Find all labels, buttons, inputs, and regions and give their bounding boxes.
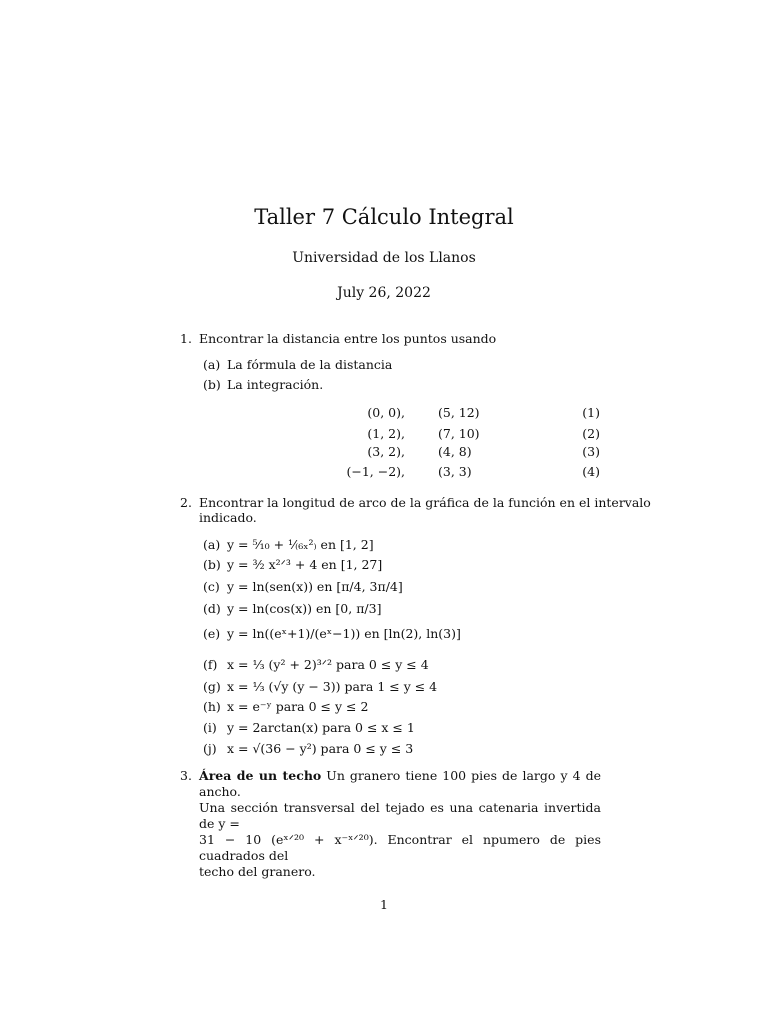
- institution-name: Universidad de los Llanos: [292, 250, 476, 266]
- problem-text-line: Encontrar la longitud de arco de la gráfica de la función en el intervalo: [199, 495, 651, 510]
- part-text: La integración.: [227, 377, 324, 392]
- part-formula: y = ⁵⁄₁₀ + ¹⁄₍₆ₓ²₎ en [1, 2]: [227, 537, 374, 552]
- part-formula: y = ln((eˣ+1)/(eˣ−1)) en [ln(2), ln(3)]: [227, 626, 461, 641]
- problem-text-line: Una sección transversal del tejado es una catenaria invertida de y =: [199, 800, 601, 831]
- part-label: (c): [203, 579, 220, 594]
- problem-text-line: Un granero tiene 100 pies de largo y 4 de ancho.: [199, 768, 601, 799]
- part-label: (g): [203, 679, 221, 694]
- document-date: July 26, 2022: [337, 285, 431, 301]
- part-formula: x = ⅓ (y² + 2)³ᐟ² para 0 ≤ y ≤ 4: [227, 657, 429, 672]
- equation-number: (3): [582, 444, 600, 459]
- part-formula: y = ³⁄₂ x²ᐟ³ + 4 en [1, 27]: [227, 557, 383, 572]
- part-label: (a): [203, 537, 221, 552]
- part-label: (h): [203, 699, 221, 714]
- equation-number: (2): [582, 426, 600, 441]
- point-a: (1, 2),: [367, 426, 405, 441]
- part-label: (d): [203, 601, 221, 616]
- point-a: (−1, −2),: [346, 464, 405, 479]
- page-number: 1: [380, 897, 388, 912]
- part-formula: y = 2arctan(x) para 0 ≤ x ≤ 1: [227, 720, 415, 735]
- part-label: (j): [203, 741, 217, 756]
- equation-number: (4): [582, 464, 600, 479]
- part-label: (b): [203, 557, 221, 572]
- problem-text-line: 31 − 10 (eˣᐟ²⁰ + x⁻ˣᐟ²⁰). Encontrar el npumero de pies cuadrados del: [199, 832, 601, 863]
- part-formula: y = ln(cos(x)) en [0, π/3]: [227, 601, 382, 616]
- part-label: (i): [203, 720, 217, 735]
- document-title: Taller 7 Cálculo Integral: [254, 205, 514, 229]
- part-label: (b): [203, 377, 221, 392]
- problem-paragraph: [199, 768, 601, 880]
- point-a: (0, 0),: [367, 405, 405, 420]
- problem-number: 1.: [180, 331, 192, 346]
- part-formula: x = e⁻ʸ para 0 ≤ y ≤ 2: [227, 699, 369, 714]
- point-a: (3, 2),: [367, 444, 405, 459]
- problem-text-line: indicado.: [199, 510, 257, 525]
- equation-number: (1): [582, 405, 600, 420]
- point-b: (4, 8): [438, 444, 472, 459]
- problem-text: Encontrar la distancia entre los puntos usando: [199, 331, 497, 346]
- point-b: (3, 3): [438, 464, 472, 479]
- problem-heading: Área de un techo: [199, 768, 322, 783]
- part-formula: x = ⅓ (√y (y − 3)) para 1 ≤ y ≤ 4: [227, 679, 438, 694]
- point-b: (5, 12): [438, 405, 480, 420]
- part-formula: x = √(36 − y²) para 0 ≤ y ≤ 3: [227, 741, 414, 756]
- point-b: (7, 10): [438, 426, 480, 441]
- problem-number: 2.: [180, 495, 192, 510]
- part-label: (e): [203, 626, 221, 641]
- part-formula: y = ln(sen(x)) en [π/4, 3π/4]: [227, 579, 403, 594]
- part-text: La fórmula de la distancia: [227, 357, 393, 372]
- part-label: (a): [203, 357, 221, 372]
- problem-number: 3.: [180, 768, 192, 783]
- problem-text-line: techo del granero.: [199, 864, 316, 879]
- part-label: (f): [203, 657, 218, 672]
